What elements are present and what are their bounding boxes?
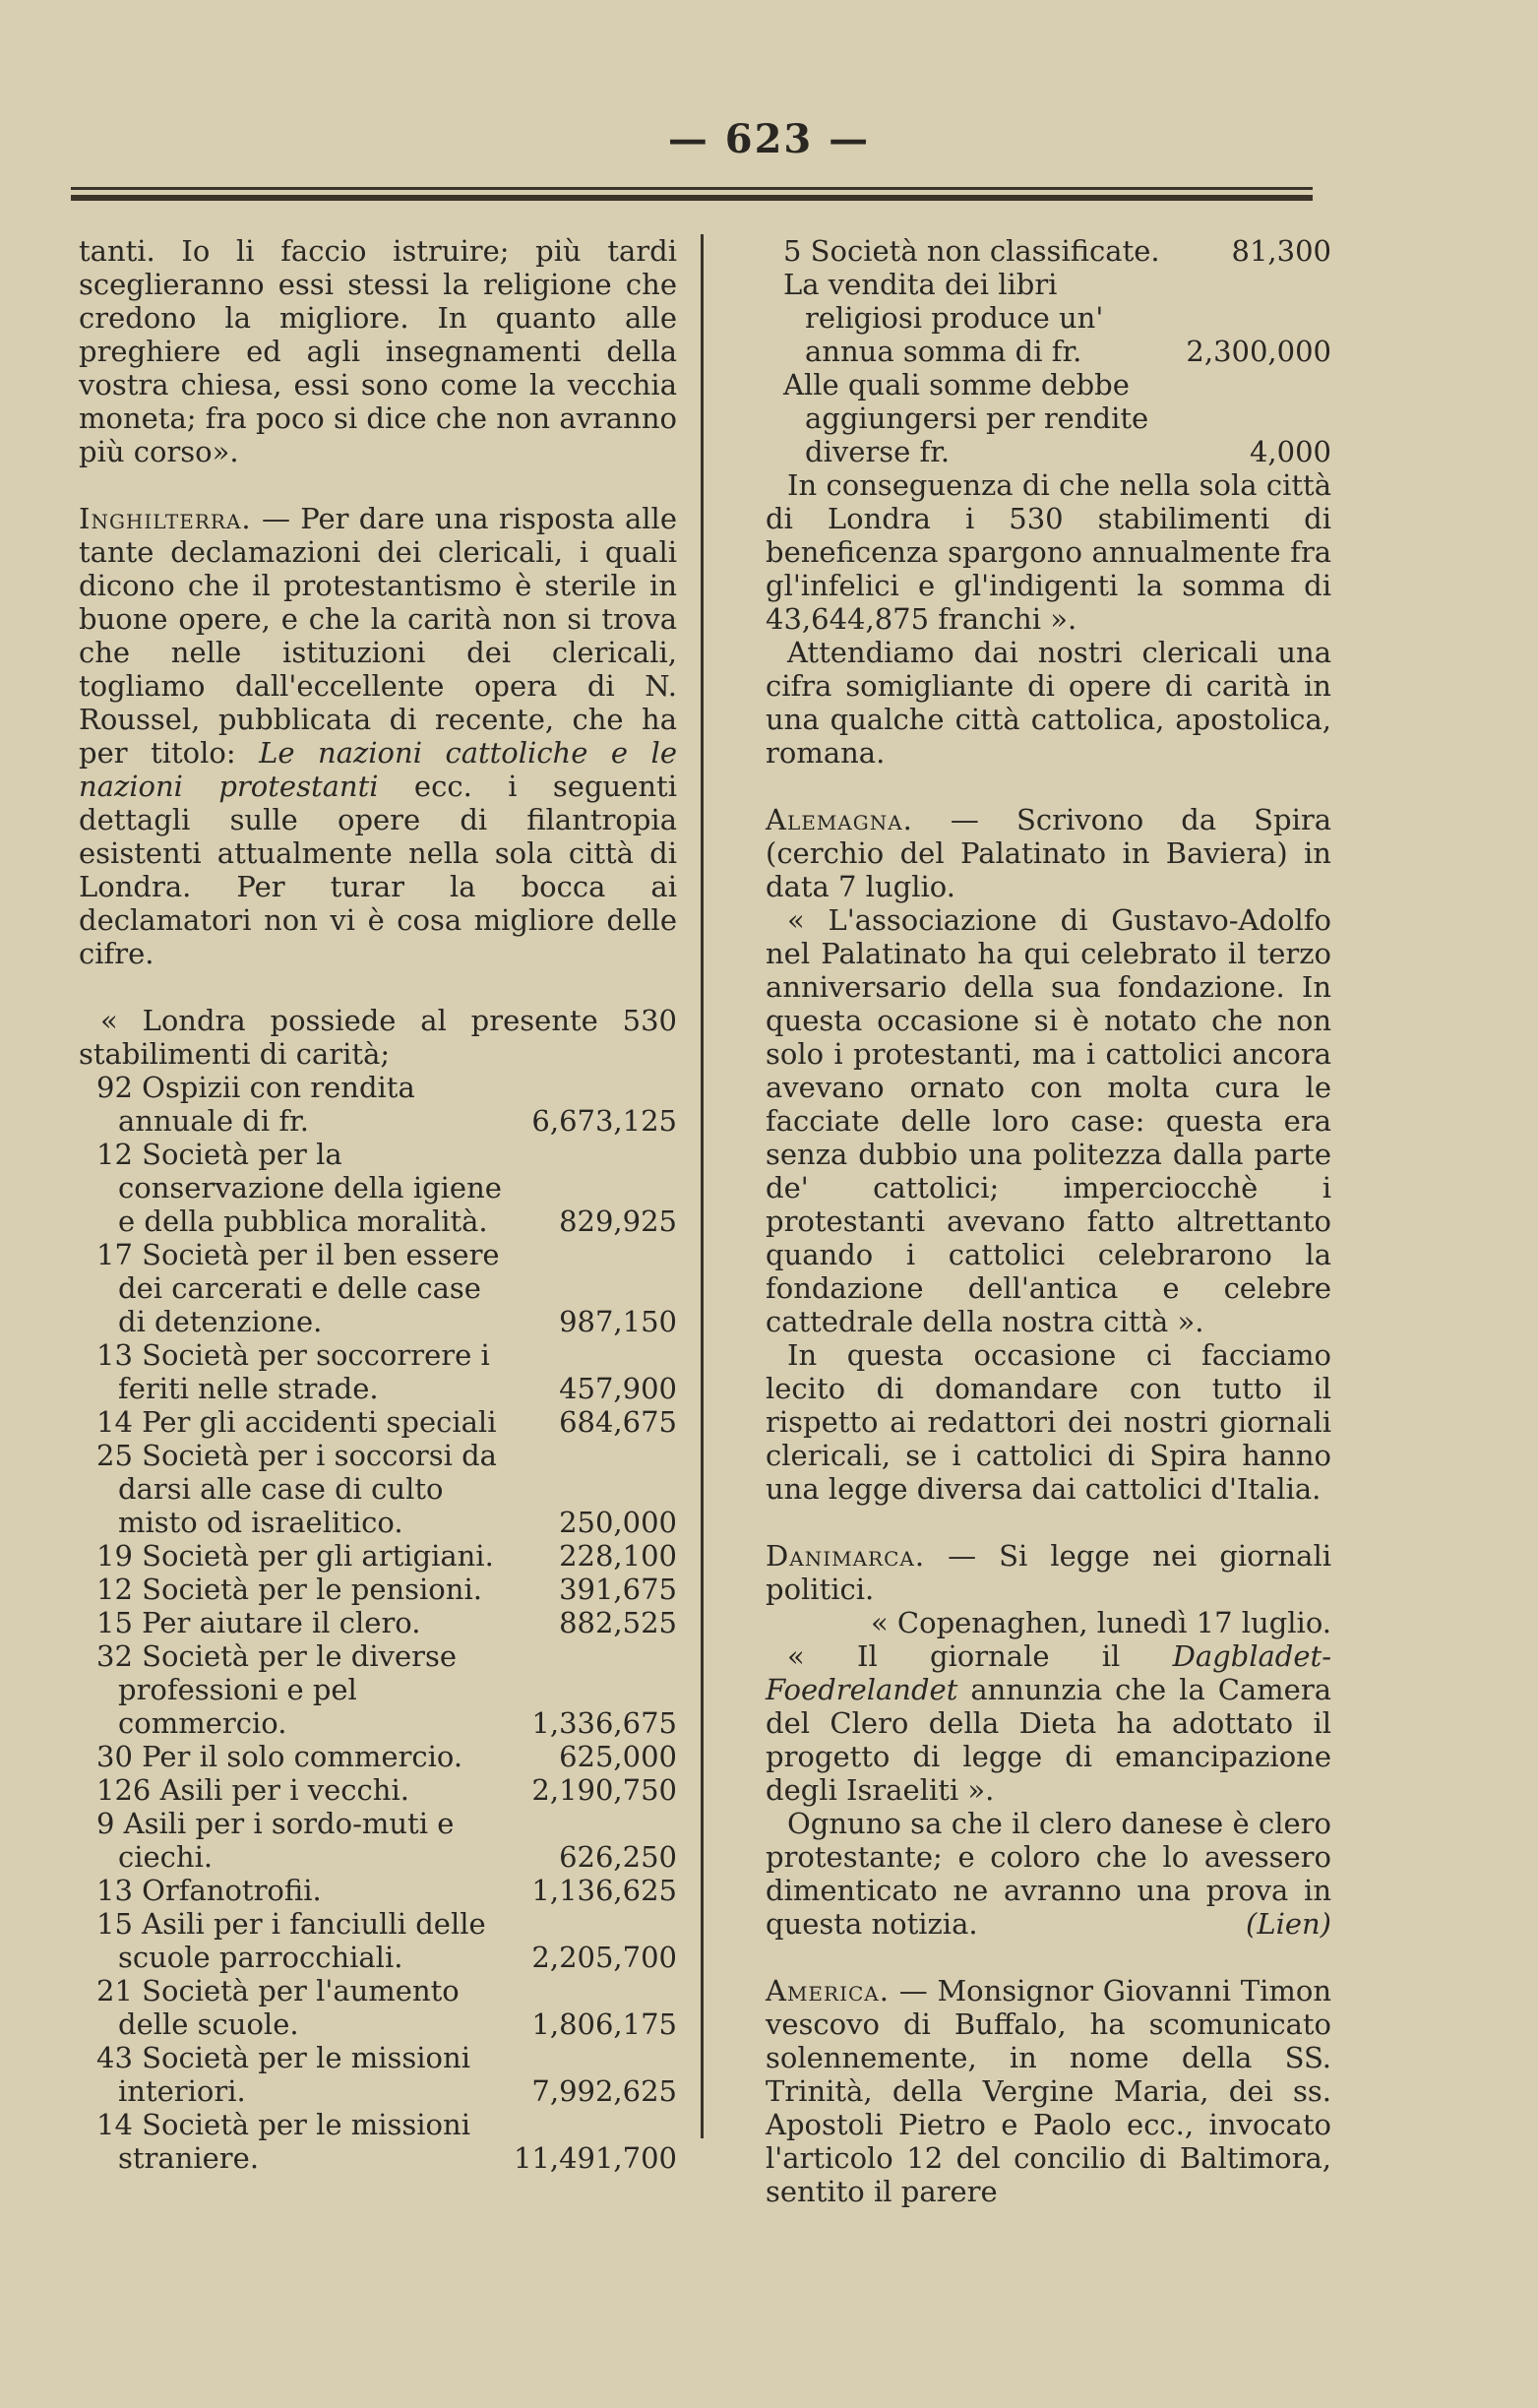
charity-entry-amount: 625,000: [559, 1740, 677, 1773]
dateline: « Copenaghen, lunedì 17 luglio.: [870, 1606, 1331, 1639]
charity-entry-label: Alle quali somme debbe aggiungersi per rendite diverse fr.: [783, 368, 1149, 468]
charity-entry-label: 43 Società per le missioni interiori.: [96, 2041, 470, 2108]
paragraph-occasione: In questa occasione ci facciamo lecito di domandare con tutto il rispetto ai redattori dei nostri giornali clericali, se i cattolici di Spira hanno una legge diversa dai cattolici d'Italia.: [766, 1338, 1331, 1506]
section-heading-danimarca: Danimarca.: [766, 1539, 926, 1573]
paragraph-america: America. — Monsignor Giovanni Timon vescovo di Buffalo, ha scomunicato solennemente, in nome della SS. Trinità, della Vergine Maria, dei ss. Apostoli Pietro e Paolo ecc., invocato l'articolo 12 del concilio di Baltimora, sentito il parere: [766, 1974, 1331, 2208]
charity-entry-amount: 1,336,675: [531, 1706, 677, 1740]
charity-entry-label: 14 Società per le missioni straniere.: [96, 2108, 470, 2175]
charity-list: [79, 1071, 677, 2175]
charity-entry: [79, 1238, 677, 1338]
charity-entry: [79, 1740, 677, 1773]
paragraph-ognuno: Ognuno sa che il clero danese è clero protestante; e coloro che lo avessero dimenticato ne avranno una prova in questa notizia. (Lien): [766, 1807, 1331, 1941]
charity-entry-label: 92 Ospizii con rendita annuale di fr.: [96, 1071, 415, 1138]
left-column: [79, 234, 677, 2175]
charity-entry-label: 21 Società per l'aumento delle scuole.: [96, 1974, 460, 2041]
charity-entry-amount: 11,491,700: [513, 2141, 677, 2175]
charity-entry-label: 15 Per aiutare il clero.: [96, 1606, 421, 1639]
charity-entry: [79, 1138, 677, 1238]
charity-entry-amount: 391,675: [559, 1573, 677, 1606]
charity-entry-label: 13 Orfanotrofii.: [96, 1874, 322, 1907]
charity-entry-label: 12 Società per le pensioni.: [96, 1573, 482, 1606]
charity-entry: [79, 1405, 677, 1439]
paragraph-alemagna: Alemagna. — Scrivono da Spira (cerchio del Palatinato in Baviera) in data 7 luglio.: [766, 803, 1332, 903]
charity-entry-amount: 987,150: [559, 1305, 677, 1338]
charity-entry-amount: 2,190,750: [531, 1773, 677, 1807]
charity-entry-label: 14 Per gli accidenti speciali: [96, 1405, 497, 1439]
charity-entry-amount: 457,900: [559, 1372, 677, 1405]
charity-entry-label: 32 Società per le diverse professioni e pel commercio.: [96, 1639, 458, 1740]
paragraph-giornale: « Il giornale il Dagbladet-Foedrelandet annunzia che la Camera del Clero della Dieta ha adottato il progetto di legge di emancipazione degli Israeliti ».: [766, 1639, 1331, 1807]
charity-entry-label: 13 Società per soccorrere i feriti nelle strade.: [96, 1338, 490, 1405]
charity-entry-amount: 626,250: [559, 1840, 677, 1874]
header-rule: [71, 187, 1313, 201]
charity-entry: [79, 1907, 677, 1974]
charity-entry-amount: 1,136,625: [531, 1874, 677, 1907]
charity-entry: [79, 1974, 677, 2041]
section-heading-alemagna: Alemagna.: [766, 803, 913, 836]
charity-entry: [766, 268, 1331, 368]
paragraph-inghilterra: Inghilterra. — Per dare una risposta alle tante declamazioni dei clericali, i quali dicono che il protestantismo è sterile in buone opere, e che la carità non si trova che nelle istituzioni dei clericali, togliamo dall'eccellente opera di N. Roussel, pubblicata di recente, che ha per titolo: Le nazioni cattoliche e le nazioni protestanti ecc. i seguenti dettagli sulle opere di filantropia esistenti attualmente nella sola città di Londra. Per turar la bocca ai declamatori non vi è cosa migliore delle cifre.: [79, 502, 677, 970]
charity-entry-amount: 81,300: [1231, 234, 1331, 268]
section-heading-america: America.: [766, 1974, 890, 2007]
charity-entry: [79, 1807, 677, 1874]
charity-entry: [79, 1539, 677, 1573]
charity-entry: [79, 2041, 677, 2108]
charity-entry-amount: 1,806,175: [531, 2007, 677, 2041]
charity-entry: [79, 1439, 677, 1539]
charity-entry-amount: 250,000: [559, 1506, 677, 1539]
charity-entry: [79, 1338, 677, 1405]
book-title: Le nazioni cattoliche e le nazioni protestanti: [79, 736, 677, 803]
charity-entry-label: La vendita dei libri religiosi produce un' annua somma di fr.: [783, 268, 1104, 368]
newspaper-title: Dagbladet-Foedrelandet: [766, 1639, 1331, 1706]
charity-entry-amount: 2,300,000: [1186, 335, 1331, 368]
charity-entry-label: 5 Società non classificate.: [783, 234, 1160, 268]
charity-entry-label: 15 Asili per i fanciulli delle scuole parrocchiali.: [96, 1907, 486, 1974]
charity-entry-label: 12 Società per la conservazione della igiene e della pubblica moralità.: [96, 1138, 502, 1238]
charity-entry-amount: 829,925: [559, 1204, 677, 1238]
charity-entry: [766, 234, 1331, 268]
page-number: — 623 —: [667, 116, 871, 162]
charity-entry-amount: 4,000: [1249, 435, 1331, 468]
list-intro: « Londra possiede al presente 530 stabilimenti di carità;: [79, 1004, 677, 1071]
paragraph-inghilterra-text: Per dare una risposta alle tante declamazioni dei clericali, i quali dicono che il protestantismo è sterile in buone opere, e che la carità non si trova che nelle istituzioni dei clericali, togliamo dall'eccellente opera di N. Roussel, pubblicata di recente, che ha per titolo:: [79, 502, 677, 770]
charity-entry: [79, 1773, 677, 1807]
paragraph-danimarca: Danimarca. — Si legge nei giornali politici.: [766, 1539, 1331, 1606]
charity-entry-amount: 882,525: [559, 1606, 677, 1639]
paragraph-attendiamo: Attendiamo dai nostri clericali una cifra somigliante di opere di carità in una qualche città cattolica, apostolica, romana.: [766, 636, 1331, 770]
paragraph-continuation: tanti. Io li faccio istruire; più tardi sceglieranno essi stessi la religione che credono la migliore. In quanto alle preghiere ed agli insegnamenti della vostra chiesa, essi sono come la vecchia moneta; fra poco si dice che non avranno più corso».: [79, 234, 677, 468]
charity-entry: [766, 368, 1331, 468]
paragraph-conseguenza: In conseguenza di che nella sola città di Londra i 530 stabilimenti di beneficenza spargono annualmente fra gl'infelici e gl'indigenti la somma di 43,644,875 franchi ».: [766, 468, 1331, 636]
charity-entry: [79, 1606, 677, 1639]
charity-entry-label: 126 Asili per i vecchi.: [96, 1773, 409, 1807]
charity-entry: [79, 1573, 677, 1606]
charity-entry-amount: 684,675: [559, 1405, 677, 1439]
charity-entry: [79, 1071, 677, 1138]
charity-list-continued: [766, 234, 1331, 468]
charity-entry-label: 17 Società per il ben essere dei carcerati e delle case di detenzione.: [96, 1238, 500, 1338]
charity-entry-amount: 7,992,625: [531, 2074, 677, 2108]
source-citation: (Lien): [1246, 1907, 1331, 1941]
charity-entry: [79, 1874, 677, 1907]
charity-entry-label: 30 Per il solo commercio.: [96, 1740, 463, 1773]
charity-entry: [79, 2108, 677, 2175]
section-heading-inghilterra: Inghilterra.: [79, 502, 252, 535]
charity-entry-label: 9 Asili per i sordo-muti e ciechi.: [96, 1807, 455, 1874]
column-divider: [701, 234, 704, 2138]
paragraph-associazione: « L'associazione di Gustavo-Adolfo nel Palatinato ha qui celebrato il terzo anniversario della sua fondazione. In questa occasione si è notato che non solo i protestanti, ma i cattolici ancora avevano ornato con molta cura le facciate delle loro case: questa era senza dubbio una politezza dalla parte de' cattolici; imperciocchè i protestanti avevano fatto altrettanto quando i cattolici celebrarono la fondazione dell'antica e celebre cattedrale della nostra città ».: [766, 903, 1331, 1338]
charity-entry: [79, 1639, 677, 1740]
charity-entry-amount: 6,673,125: [531, 1104, 677, 1138]
charity-entry-label: 19 Società per gli artigiani.: [96, 1539, 494, 1573]
charity-entry-amount: 228,100: [559, 1539, 677, 1573]
right-column: [766, 234, 1331, 2208]
charity-entry-amount: 2,205,700: [531, 1941, 677, 1974]
charity-entry-label: 25 Società per i soccorsi da darsi alle case di culto misto od israelitico.: [96, 1439, 497, 1539]
